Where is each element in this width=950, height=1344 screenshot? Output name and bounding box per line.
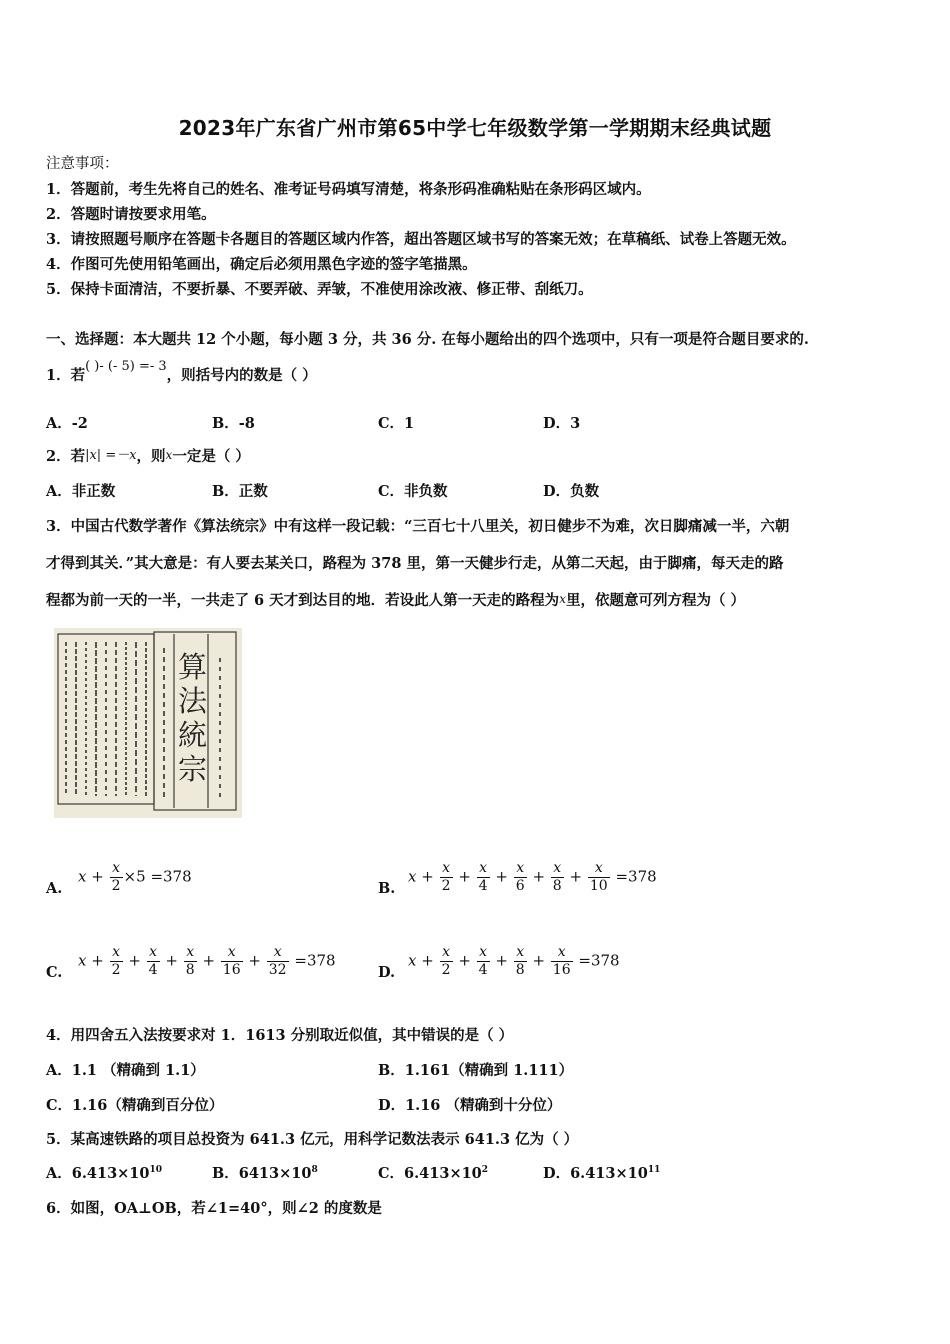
q3-line3-end: 里，依题意可列方程为（ ）: [565, 592, 746, 609]
eq-variable: x: [78, 867, 87, 886]
q2-suffix: 一定是（ ）: [172, 448, 250, 465]
eq-plus: +: [91, 951, 104, 970]
eq-plus: +: [532, 867, 546, 886]
eq-plus: +: [202, 951, 216, 970]
q5-option-a: [46, 1162, 162, 1183]
q2-formula: |x| =－x: [85, 448, 137, 463]
q2-option-b: B．正数: [212, 483, 268, 500]
q1-prefix: 1．若: [46, 367, 86, 384]
eq-denominator: 2: [111, 878, 121, 894]
eq-numerator: x: [227, 944, 236, 960]
eq-denominator: 8: [552, 878, 562, 894]
eq-numerator: x: [112, 944, 121, 960]
q3-option-c-label: C.: [46, 964, 63, 981]
eq-fraction: [440, 860, 453, 895]
eq-fraction: [110, 944, 123, 979]
eq-fraction: [221, 944, 243, 979]
q3-line3: [46, 589, 745, 610]
eq-numerator: x: [442, 944, 451, 960]
eq-denominator: 4: [148, 962, 158, 978]
book-cover-illustration: [54, 628, 242, 818]
eq-fraction: [440, 944, 453, 979]
notice-item: 1．答题前，考生先将自己的姓名、准考证号码填写清楚，将条形码准确粘贴在条形码区域内。: [46, 181, 651, 198]
eq-numerator: x: [557, 944, 566, 960]
q5-option-c-exponent: 2: [481, 1165, 489, 1176]
eq-numerator: x: [553, 860, 562, 876]
eq-fraction: [514, 860, 527, 895]
eq-fraction: [477, 944, 490, 979]
eq-numerator: x: [516, 944, 525, 960]
eq-plus: +: [458, 867, 471, 886]
q5-option-a-base: A．6.413×10: [46, 1165, 150, 1182]
eq-plus: +: [532, 951, 546, 970]
notice-item: 2．答题时请按要求用笔。: [46, 206, 216, 223]
eq-times: ×5: [123, 867, 146, 886]
notice-heading: 注意事项：: [46, 156, 119, 172]
q2-prefix: 2．若: [46, 448, 86, 465]
eq-fraction: [551, 944, 573, 979]
q3-var: x: [559, 592, 566, 606]
eq-numerator: x: [112, 860, 121, 876]
eq-numerator: x: [273, 944, 282, 960]
notice-item: 5．保持卡面清洁，不要折暴、不要弄破、弄皱，不准使用涂改液、修正带、刮纸刀。: [46, 281, 593, 298]
q4-option-a: A．1.1 （精确到 1.1）: [46, 1062, 205, 1079]
eq-numerator: x: [442, 860, 451, 876]
q2-option-a: A．非正数: [46, 483, 116, 500]
section-heading: 一、选择题：本大题共 12 个小题，每小题 3 分，共 36 分. 在每小题给出的四个选项中，只有一项是符合题目要求的.: [46, 331, 809, 348]
eq-variable: x: [408, 867, 417, 886]
q4-option-d: D．1.16 （精确到十分位）: [378, 1097, 562, 1114]
question-2: [46, 445, 250, 466]
eq-numerator: x: [479, 860, 488, 876]
q5-option-c-base: C．6.413×10: [378, 1165, 482, 1182]
q3-option-a-label: A.: [46, 880, 63, 897]
q1-formula: ( )- (- 5) =- 3: [85, 359, 167, 374]
q3-line3-text: 程都为前一天的一半，一共走了 6 天才到达目的地．若设此人第一天走的路程为: [46, 592, 560, 609]
eq-fraction: [514, 944, 527, 979]
book-title: 算法統宗: [178, 650, 208, 786]
q5-option-d: [543, 1162, 660, 1183]
eq-denominator: 16: [552, 962, 571, 978]
eq-variable: x: [408, 951, 417, 970]
eq-denominator: 10: [589, 878, 608, 894]
eq-plus: +: [421, 951, 434, 970]
eq-plus: +: [128, 951, 141, 970]
eq-numerator: x: [186, 944, 195, 960]
eq-numerator: x: [479, 944, 488, 960]
q2-option-d: D．负数: [543, 483, 600, 500]
q3-option-c-equation: [78, 944, 336, 979]
eq-denominator: 8: [185, 962, 195, 978]
eq-numerator: x: [594, 860, 603, 876]
eq-denominator: 4: [478, 878, 488, 894]
eq-denominator: 2: [441, 878, 451, 894]
notice-item: 3．请按照题号顺序在答题卡各题目的答题区域内作答，超出答题区域书写的答案无效；在草稿纸、试卷上答题无效。: [46, 231, 796, 248]
q2-var: x: [165, 448, 173, 462]
eq-plus: +: [495, 867, 508, 886]
q5-option-b-base: B．6413×10: [212, 1165, 312, 1182]
q2-option-c: C．非负数: [378, 483, 448, 500]
q5-option-d-base: D．6.413×10: [543, 1165, 648, 1182]
eq-fraction: [551, 860, 564, 895]
eq-result: =378: [294, 951, 336, 970]
book-cover-image: [54, 628, 242, 818]
eq-plus: +: [569, 867, 583, 886]
q3-option-b-equation: [408, 860, 657, 895]
q5-option-b: [212, 1162, 318, 1183]
eq-variable: x: [78, 951, 87, 970]
eq-plus: +: [495, 951, 508, 970]
q4-option-b: B．1.161（精确到 1.111）: [378, 1062, 574, 1079]
q1-option-d: D．3: [543, 415, 581, 432]
q1-suffix: ，则括号内的数是（ ）: [166, 367, 317, 384]
eq-denominator: 6: [515, 878, 525, 894]
q5-option-a-exponent: 10: [149, 1165, 163, 1176]
eq-fraction: [477, 860, 490, 895]
eq-numerator: x: [516, 860, 525, 876]
q3-line1: 3．中国古代数学著作《算法统宗》中有这样一段记载：“三百七十八里关，初日健步不为难，次日脚痛减一半，六朝: [46, 518, 790, 535]
eq-denominator: 4: [478, 962, 488, 978]
eq-fraction: [110, 860, 123, 895]
q2-middle: ，则: [136, 448, 166, 465]
question-4: 4．用四舍五入法按要求对 1．1613 分别取近似值，其中错误的是（ ）: [46, 1027, 514, 1044]
question-6: 6．如图，OA⊥OB，若∠1=40°，则∠2 的度数是: [46, 1200, 382, 1217]
q3-option-d-equation: [408, 944, 620, 979]
q5-option-c: [378, 1162, 488, 1183]
eq-fraction: [184, 944, 197, 979]
eq-plus: +: [421, 867, 434, 886]
q3-line2: 才得到其关．”其大意是：有人要去某关口，路程为 378 里，第一天健步行走，从第二天起，由于脚痛，每天走的路: [46, 555, 784, 572]
eq-plus: +: [165, 951, 178, 970]
eq-numerator: x: [149, 944, 158, 960]
q4-option-c: C．1.16（精确到百分位）: [46, 1097, 224, 1114]
q5-option-d-exponent: 11: [647, 1165, 661, 1176]
eq-result: =378: [615, 867, 657, 886]
eq-fraction: [588, 860, 610, 895]
eq-denominator: 16: [222, 962, 241, 978]
q3-option-b-label: B.: [378, 880, 396, 897]
question-5: 5．某高速铁路的项目总投资为 641.3 亿元，用科学记数法表示 641.3 亿为（ ）: [46, 1131, 579, 1148]
q1-option-a: A．-2: [46, 415, 88, 432]
page-title: 2023年广东省广州市第65中学七年级数学第一学期期末经典试题: [178, 116, 772, 140]
question-1: [46, 359, 317, 385]
eq-denominator: 2: [441, 962, 451, 978]
eq-denominator: 8: [515, 962, 525, 978]
notice-item: 4．作图可先使用铅笔画出，确定后必须用黑色字迹的签字笔描黑。: [46, 256, 477, 273]
eq-plus: +: [248, 951, 261, 970]
eq-denominator: 2: [111, 962, 121, 978]
q1-option-c: C．1: [378, 415, 415, 432]
eq-plus: +: [458, 951, 471, 970]
q3-option-d-label: D.: [378, 964, 396, 981]
eq-plus: +: [91, 867, 104, 886]
q1-option-b: B．-8: [212, 415, 255, 432]
eq-result: =378: [578, 951, 620, 970]
q3-option-a-equation: [78, 860, 192, 895]
eq-result: =378: [150, 867, 192, 886]
eq-fraction: [267, 944, 289, 979]
q5-option-b-exponent: 8: [311, 1165, 318, 1176]
eq-denominator: 32: [268, 962, 287, 978]
eq-fraction: [147, 944, 160, 979]
